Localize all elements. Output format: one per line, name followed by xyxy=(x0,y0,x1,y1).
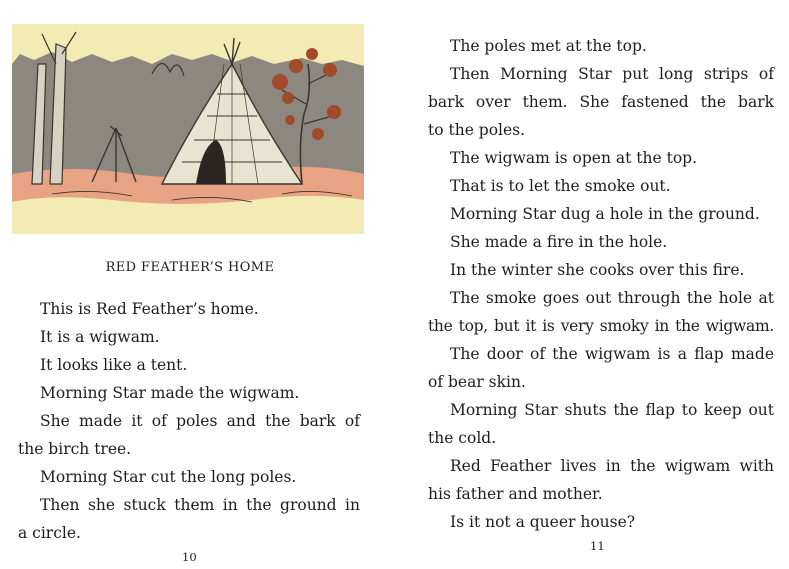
text-line: The smoke goes out through the hole at xyxy=(450,289,774,307)
page-number: 10 xyxy=(182,550,197,564)
text-line: Morning Star made the wigwam. xyxy=(40,384,300,402)
text-line: the top, but it is very smoky in the wigwam. xyxy=(428,317,774,335)
illustration-caption: RED FEATHER’S HOME xyxy=(105,260,275,275)
text-line: his father and mother. xyxy=(428,485,603,503)
text-line: the birch tree. xyxy=(18,440,132,458)
text-line: The wigwam is open at the top. xyxy=(450,149,697,167)
text-line: a circle. xyxy=(18,524,81,542)
text-line: bark over them. She fastened the bark xyxy=(428,93,774,111)
page-number: 11 xyxy=(590,539,605,553)
text-line: It looks like a tent. xyxy=(40,356,188,374)
text-line: Red Feather lives in the wigwam with xyxy=(450,457,774,475)
text-line: It is a wigwam. xyxy=(40,328,160,346)
right-page-text xyxy=(428,32,774,536)
text-line: The poles met at the top. xyxy=(450,37,647,55)
text-line: Is it not a queer house? xyxy=(450,513,636,531)
left-page xyxy=(0,0,380,569)
text-line: Morning Star shuts the flap to keep out xyxy=(450,401,774,419)
left-page-text xyxy=(18,295,360,547)
text-line: The door of the wigwam is a flap made xyxy=(450,345,774,363)
text-line: of bear skin. xyxy=(428,373,526,391)
text-line: to the poles. xyxy=(428,121,526,139)
text-line: Morning Star cut the long poles. xyxy=(40,468,297,486)
text-line: That is to let the smoke out. xyxy=(450,177,671,195)
text-line: Then Morning Star put long strips of xyxy=(450,65,774,83)
text-line: Then she stuck them in the ground in xyxy=(40,496,360,514)
text-line: This is Red Feather’s home. xyxy=(40,300,259,318)
wigwam-illustration xyxy=(12,24,364,234)
text-line: the cold. xyxy=(428,429,497,447)
text-line: She made it of poles and the bark of xyxy=(40,412,360,430)
text-line: In the winter she cooks over this fire. xyxy=(450,261,745,279)
text-line: She made a fire in the hole. xyxy=(450,233,668,251)
text-line: Morning Star dug a hole in the ground. xyxy=(450,205,760,223)
wigwam-scene-image xyxy=(12,24,364,234)
